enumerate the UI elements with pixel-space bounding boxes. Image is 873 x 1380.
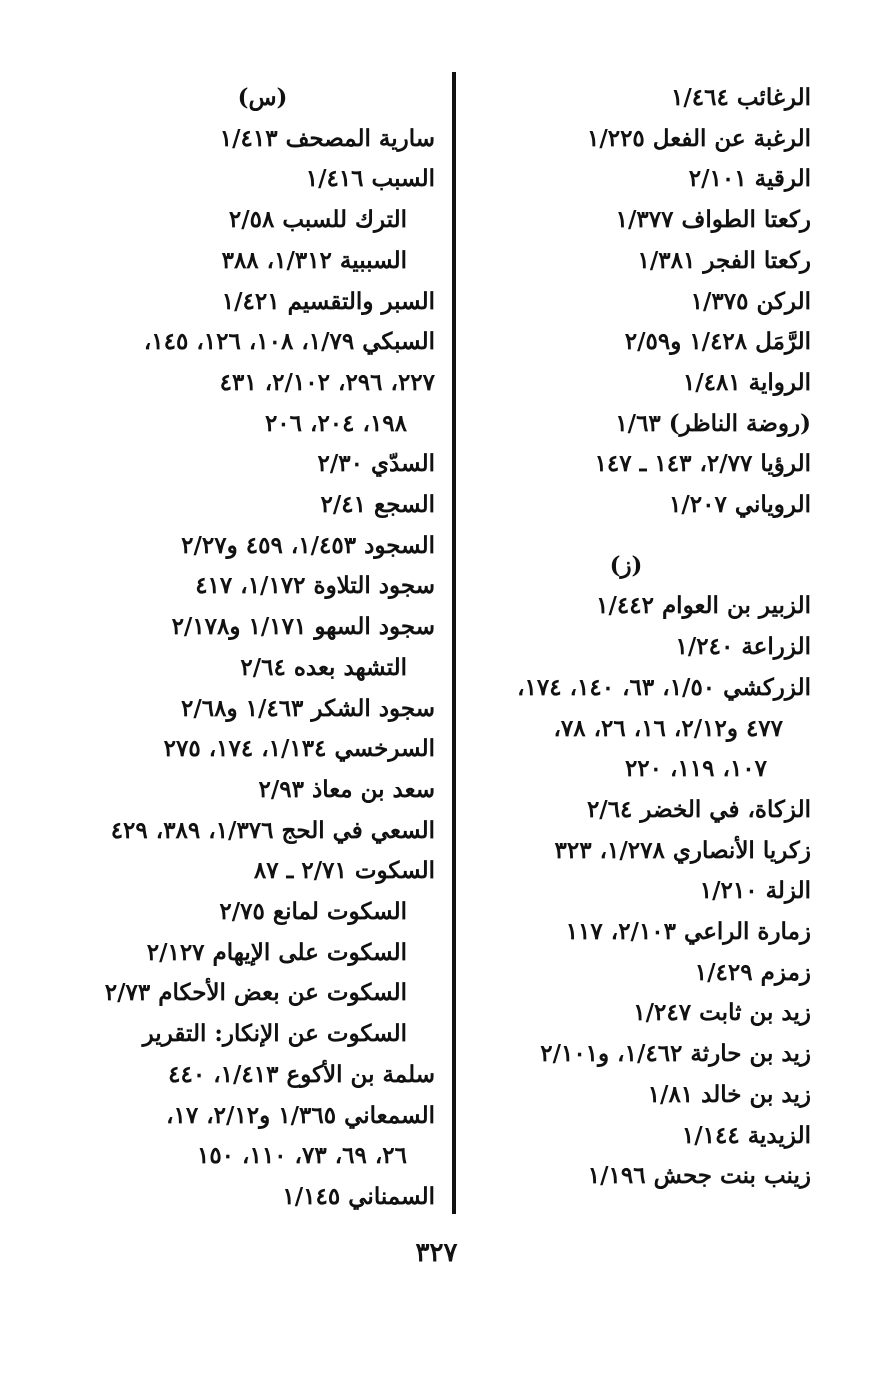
index-entry: الروياني ١/٢٠٧ (668, 491, 811, 519)
index-entry: السمعاني ١/٣٦٥ و٢/١٢، ١٧، (166, 1101, 435, 1129)
index-entry: (روضة الناظر) ١/٦٣ (615, 409, 811, 437)
index-subentry: السكوت عن الإنكار: التقرير (142, 1020, 407, 1048)
index-subentry: السكوت عن بعض الأحكام ٢/٧٣ (104, 979, 407, 1007)
index-entry: السمناني ١/١٤٥ (282, 1182, 435, 1210)
index-entry: الرؤيا ٢/٧٧، ١٤٣ ـ ١٤٧ (594, 450, 811, 478)
index-column-left (90, 78, 435, 1218)
index-entry: الزركشي ١/٥٠، ٦٣، ١٤٠، ١٧٤، (517, 673, 811, 701)
index-entry: الزلة ١/٢١٠ (699, 877, 811, 905)
index-entry: السكوت ٢/٧١ ـ ٨٧ (253, 857, 435, 885)
index-entry: السدّي ٢/٣٠ (317, 450, 435, 478)
index-subentry: ١٠٧، ١١٩، ٢٢٠ (624, 755, 767, 783)
index-subentry: السكوت لمانع ٢/٧٥ (219, 898, 407, 926)
index-column-right (441, 78, 811, 1197)
index-entry: زيد بن ثابت ١/٢٤٧ (633, 999, 811, 1027)
index-entry: الرواية ١/٤٨١ (682, 368, 811, 396)
index-entry: سجود الشكر ١/٤٦٣ و٢/٦٨ (181, 694, 435, 722)
index-entry: سارية المصحف ١/٤١٣ (219, 124, 435, 152)
index-entry: سلمة بن الأكوع ١/٤١٣، ٤٤٠ (168, 1060, 435, 1088)
index-entry: زمارة الراعي ٢/١٠٣، ١١٧ (565, 918, 811, 946)
section-letter-heading: (ز) (609, 551, 643, 579)
index-subentry: السكوت على الإيهام ٢/١٢٧ (146, 938, 407, 966)
index-entry: ركعتا الفجر ١/٣٨١ (637, 246, 811, 274)
index-entry: السعي في الحج ١/٣٧٦، ٣٨٩، ٤٢٩ (110, 816, 435, 844)
index-entry: السجود ١/٤٥٣، ٤٥٩ و٢/٢٧ (181, 531, 435, 559)
index-entry: السبب ١/٤١٦ (305, 165, 435, 193)
index-entry: زيد بن خالد ١/٨١ (647, 1080, 811, 1108)
index-entry: زينب بنت جحش ١/١٩٦ (587, 1162, 811, 1190)
index-subentry: السببية ١/٣١٢، ٣٨٨ (221, 246, 407, 274)
index-entry: السرخسي ١/١٣٤، ١٧٤، ٢٧٥ (163, 735, 435, 763)
index-entry: السجع ٢/٤١ (320, 491, 435, 519)
index-entry: الرَّمَل ١/٤٢٨ و٢/٥٩ (624, 328, 811, 356)
index-subentry: ٢٦، ٦٩، ٧٣، ١١٠، ١٥٠ (196, 1142, 407, 1170)
index-entry: السبر والتقسيم ١/٤٢١ (221, 287, 435, 315)
index-entry: سعد بن معاذ ٢/٩٣ (258, 775, 435, 803)
page-number: ٣٢٧ (415, 1238, 458, 1268)
column-divider (452, 72, 456, 1214)
index-entry: زمزم ١/٤٢٩ (694, 958, 811, 986)
index-subentry: ٤٧٧ و٢/١٢، ١٦، ٢٦، ٧٨، (553, 714, 783, 742)
index-entry: الزبير بن العوام ١/٤٤٢ (596, 592, 811, 620)
index-entry: الزراعة ١/٢٤٠ (675, 633, 811, 661)
index-entry: سجود التلاوة ١/١٧٢، ٤١٧ (195, 572, 435, 600)
index-subentry: ٢٢٧، ٢٩٦، ٢/١٠٢، ٤٣١ (219, 368, 435, 396)
index-entry: سجود السهو ١/١٧١ و٢/١٧٨ (171, 613, 435, 641)
index-entry: الزيدية ١/١٤٤ (681, 1121, 811, 1149)
index-subentry: ١٩٨، ٢٠٤، ٢٠٦ (264, 409, 407, 437)
index-subentry: التشهد بعده ٢/٦٤ (240, 653, 407, 681)
index-entry: ركعتا الطواف ١/٣٧٧ (615, 206, 811, 234)
index-entry: الرغبة عن الفعل ١/٢٢٥ (586, 124, 811, 152)
index-subentry: الترك للسبب ٢/٥٨ (228, 206, 407, 234)
index-entry: زيد بن حارثة ١/٤٦٢، و٢/١٠١ (540, 1040, 811, 1068)
index-entry: الرقية ٢/١٠١ (688, 165, 811, 193)
index-entry: زكريا الأنصاري ١/٢٧٨، ٣٢٣ (554, 836, 811, 864)
index-entry: الزكاة، في الخضر ٢/٦٤ (586, 795, 811, 823)
index-entry: الرغائب ١/٤٦٤ (671, 84, 811, 111)
section-gap (441, 526, 811, 546)
index-entry: السبكي ١/٧٩، ١٠٨، ١٢٦، ١٤٥، (143, 328, 435, 356)
section-letter-heading: (س) (237, 84, 288, 111)
index-entry: الركن ١/٣٧٥ (690, 287, 811, 315)
